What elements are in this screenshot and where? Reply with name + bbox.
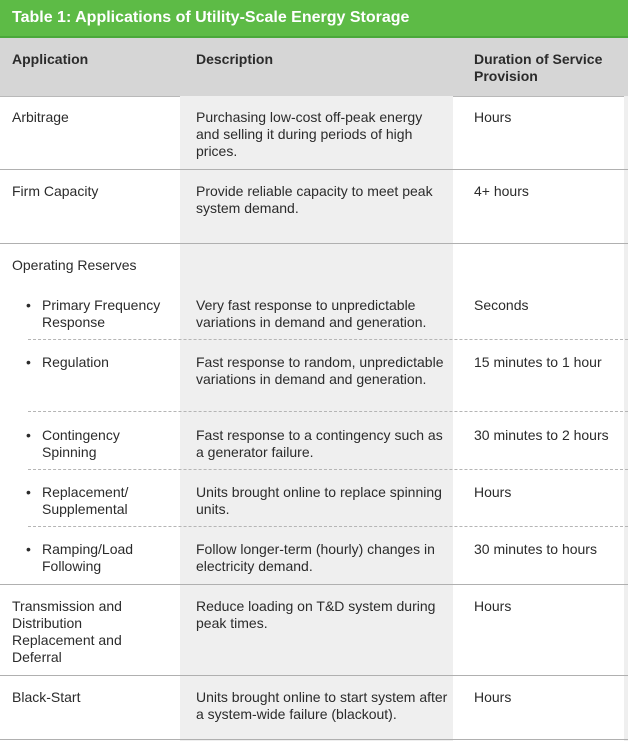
description-cell: Reduce loading on T&D system during peak times. [196, 598, 436, 631]
header-duration: Duration of Service Provision [474, 51, 603, 84]
duration-cell: Hours [474, 689, 512, 705]
duration-cell: 4+ hours [474, 183, 529, 199]
bullet-icon: • [26, 541, 31, 557]
bullet-icon: • [26, 354, 31, 370]
application-cell: Replacement/ Supplemental [42, 484, 129, 517]
description-cell: Very fast response to unpredictable variations in demand and generation. [196, 297, 427, 330]
application-cell: Black-Start [12, 689, 81, 705]
description-cell: Units brought online to replace spinning units. [196, 484, 442, 517]
application-cell: Regulation [42, 354, 109, 370]
duration-cell: Hours [474, 484, 512, 500]
description-cell: Fast response to a contingency such as a generator failure. [196, 427, 443, 460]
bullet-icon: • [26, 484, 31, 500]
sub-row-divider [28, 411, 628, 412]
table-header-row [0, 38, 628, 97]
bullet-icon: • [26, 297, 31, 313]
header-application: Application [12, 51, 89, 67]
row-divider [0, 675, 628, 676]
bullet-icon: • [26, 427, 31, 443]
row-divider [0, 584, 628, 585]
application-cell: Operating Reserves [12, 257, 137, 273]
application-cell: Ramping/Load Following [42, 541, 134, 574]
description-cell: Fast response to random, unpredictable variations in demand and generation. [196, 354, 444, 387]
table-title: Table 1: Applications of Utility-Scale Energy Storage [12, 9, 410, 26]
header-description: Description [196, 51, 274, 67]
right-edge-shading [624, 96, 628, 741]
duration-cell: Hours [474, 109, 512, 125]
application-cell: Firm Capacity [12, 183, 99, 199]
duration-cell: 30 minutes to hours [474, 541, 597, 557]
duration-cell: Seconds [474, 297, 529, 313]
sub-row-divider [28, 526, 628, 527]
duration-cell: 15 minutes to 1 hour [474, 354, 602, 370]
application-cell: Primary Frequency Response [42, 297, 161, 330]
application-cell: Arbitrage [12, 109, 69, 125]
table-title-bar [0, 0, 628, 38]
description-cell: Follow longer-term (hourly) changes in electricity demand. [196, 541, 435, 574]
row-divider [0, 243, 628, 244]
application-cell: Contingency Spinning [42, 427, 120, 460]
sub-row-divider [28, 469, 628, 470]
description-cell: Purchasing low-cost off-peak energy and selling it during periods of high prices. [196, 109, 423, 159]
description-cell: Provide reliable capacity to meet peak system demand. [196, 183, 433, 216]
duration-cell: 30 minutes to 2 hours [474, 427, 609, 443]
table-bottom-border [0, 739, 628, 740]
application-cell: Transmission and Distribution Replacement and Deferral [12, 598, 122, 665]
duration-cell: Hours [474, 598, 512, 614]
sub-row-divider [28, 339, 628, 340]
description-cell: Units brought online to start system after a system-wide failure (blackout). [196, 689, 448, 722]
row-divider [0, 169, 628, 170]
